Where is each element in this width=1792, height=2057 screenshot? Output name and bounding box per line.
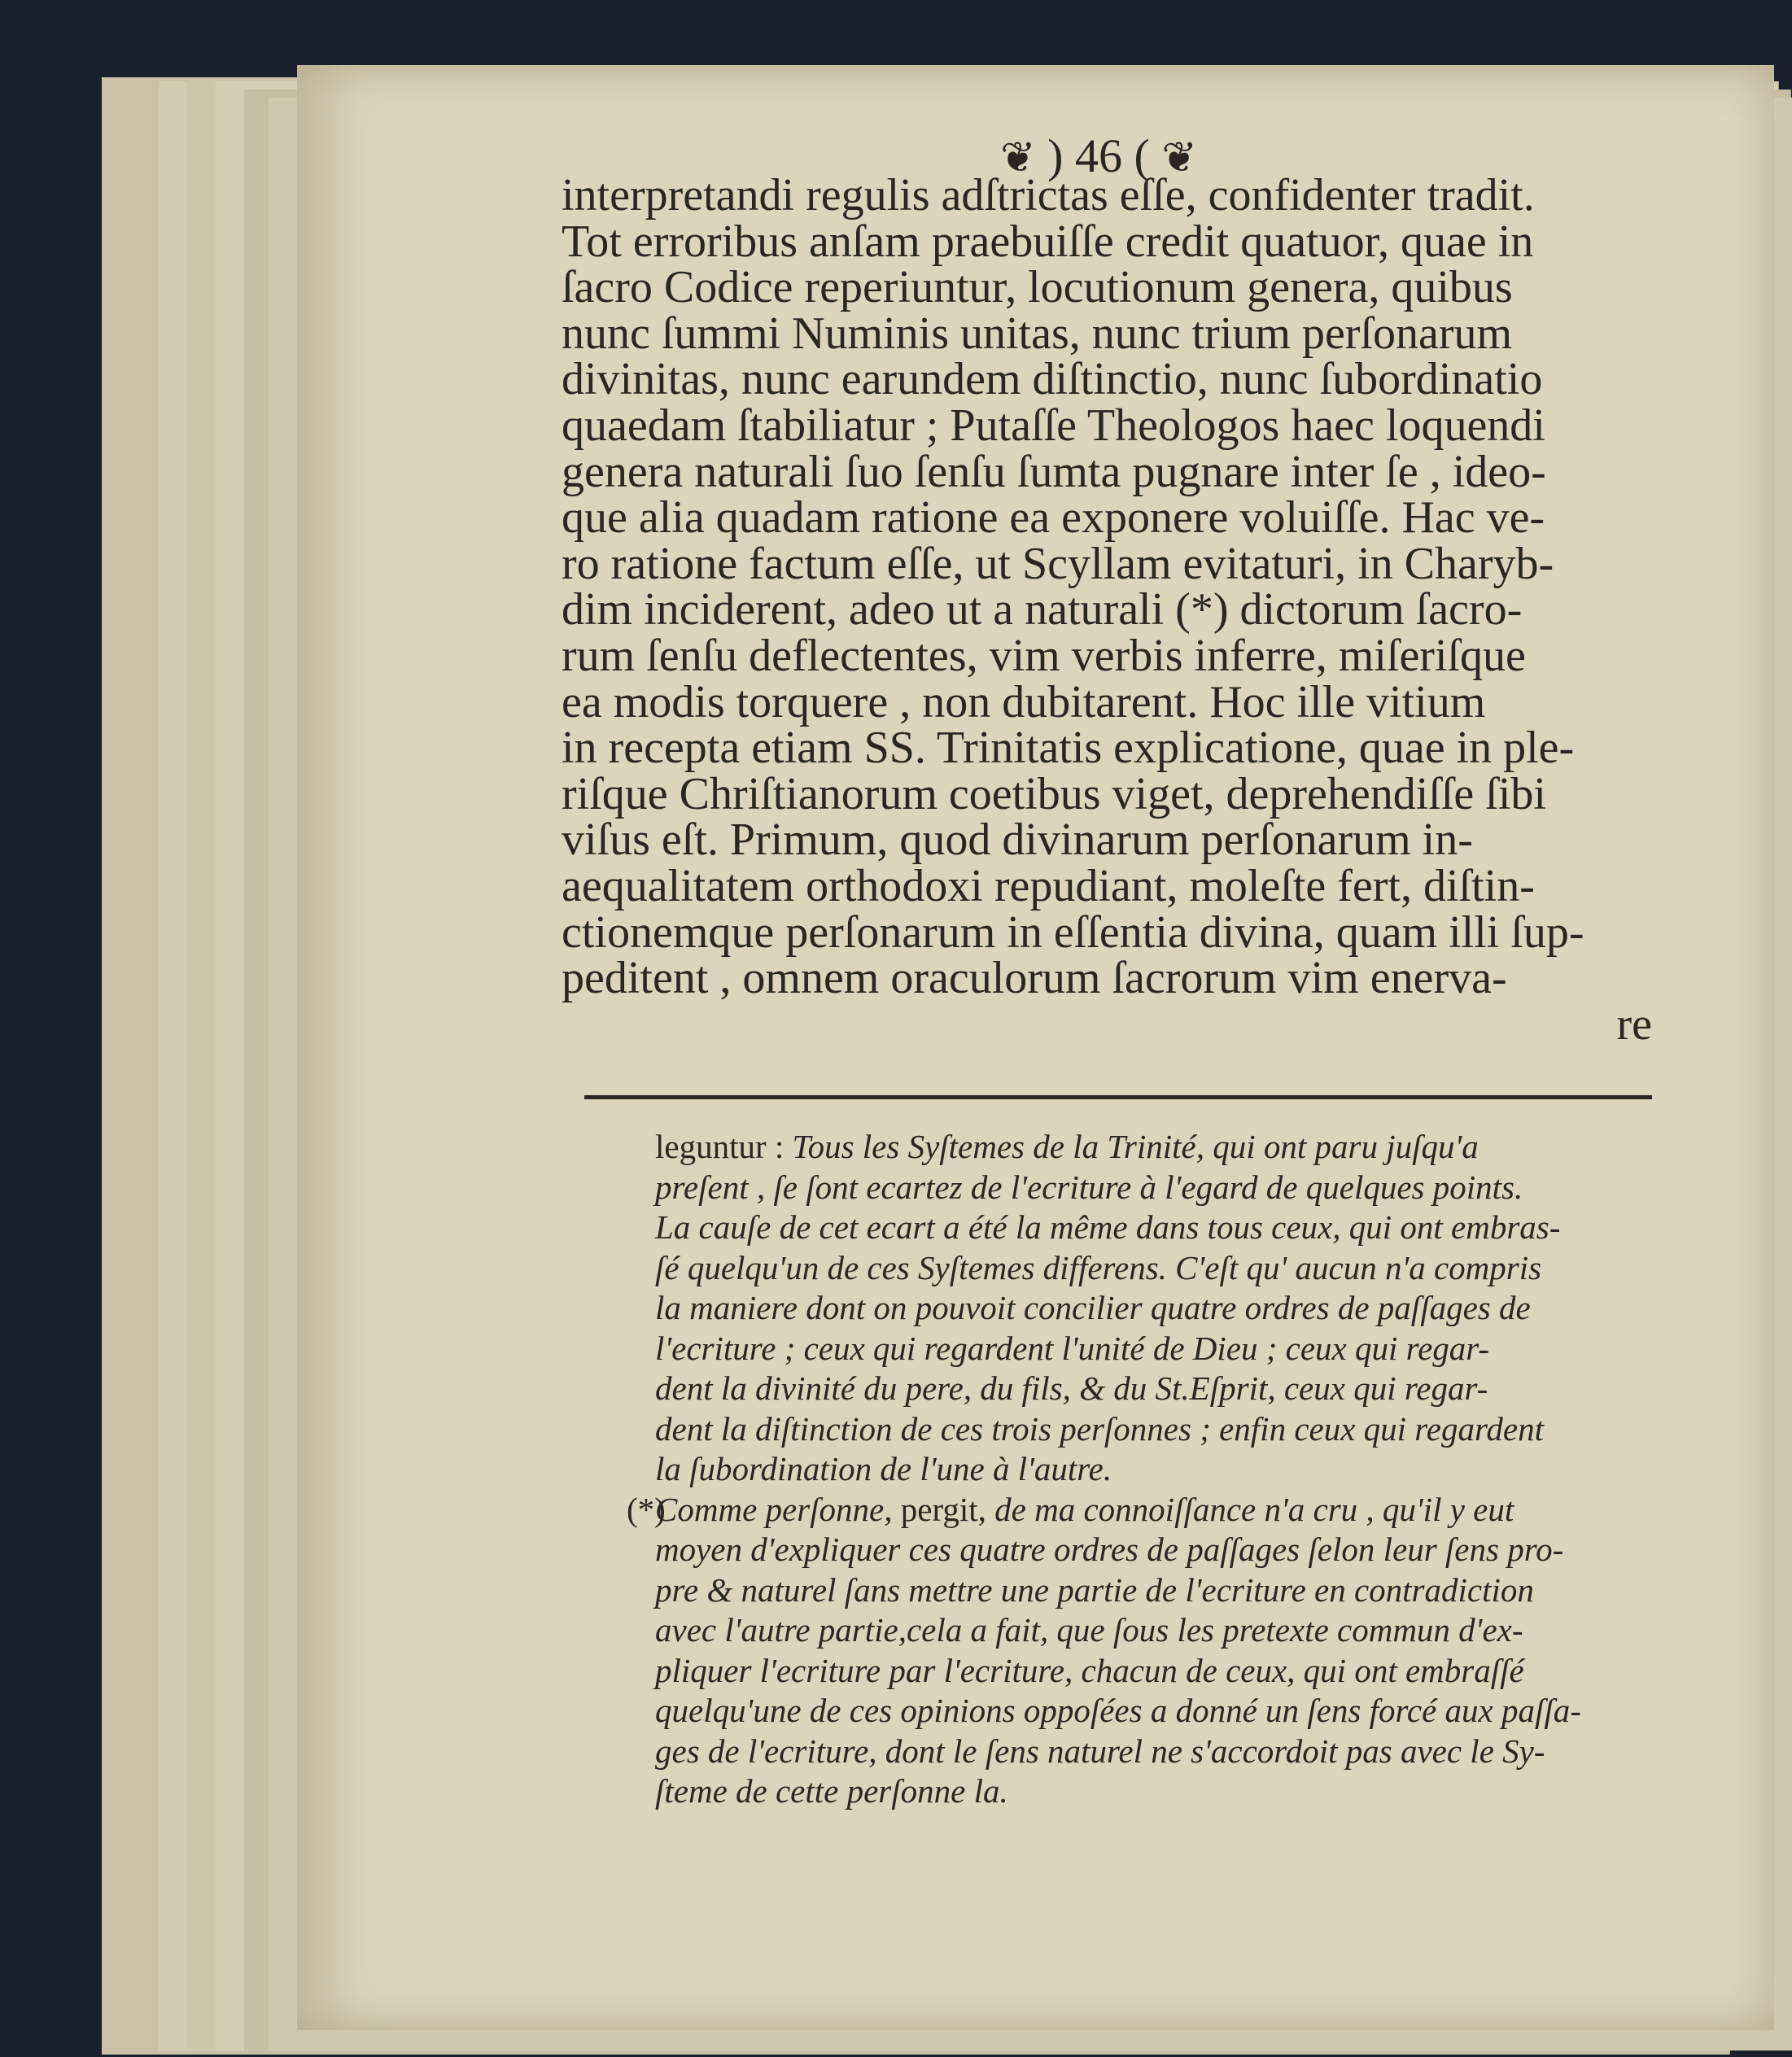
footnotes xyxy=(627,1127,1660,1812)
footnote-line: moyen d'expliquer ces quatre ordres de paſſages ſelon leur ſens pro- xyxy=(655,1531,1564,1568)
footnote-line: pre & naturel ſans mettre une partie de l'ecriture en contradiction xyxy=(655,1570,1534,1609)
text-line: quaedam ſtabiliatur ; Putaſſe Theologos haec loquendi xyxy=(562,400,1545,451)
footnote-line: la ſubordination de l'une à l'autre. xyxy=(655,1450,1112,1487)
footnote-line: l'ecriture ; ceux qui regardent l'unité de Dieu ; ceux qui regar- xyxy=(655,1329,1490,1367)
footnote-line: ſteme de cette perſonne la. xyxy=(655,1772,1008,1810)
footnote-lead-word: leguntur : xyxy=(655,1128,785,1165)
footnote-line: dent la divinité du pere, du fils, & du St.Eſprit, ceux qui regar- xyxy=(655,1369,1488,1407)
footnote-line xyxy=(627,1490,1660,1531)
footnote-line: preſent , ſe ſont ecartez de l'ecriture à l'egard de quelques points. xyxy=(655,1168,1523,1206)
text-line: peditent , omnem oraculorum ſacrorum vim enerva- xyxy=(562,953,1507,1004)
footnote-line: ges de l'ecriture, dont le ſens naturel ne s'accordoit pas avec le Sy- xyxy=(655,1732,1545,1770)
text-line: divinitas, nunc earundem diſtinctio, nunc ſubordinatio xyxy=(562,354,1543,405)
fleuron-right-icon: ❦ xyxy=(1161,135,1197,181)
footnote-line: La cauſe de cet ecart a été la même dans tous ceux, qui ont embras- xyxy=(655,1208,1561,1246)
footnote-text-b: pergit, xyxy=(900,1490,986,1528)
text-line: ro ratione factum eſſe, ut Scyllam evitaturi, in Charyb- xyxy=(562,538,1554,589)
text-line: ctionemque perſonarum in eſſentia divina, quam illi ſup- xyxy=(562,906,1584,958)
footnote-text-c: de ma connoiſſance n'a cru , qu'il y eut xyxy=(994,1490,1514,1528)
footnote-line: avec l'autre partie,cela a fait, que ſous les pretexte commun d'ex- xyxy=(655,1611,1523,1649)
fleuron-left-icon: ❦ xyxy=(1000,135,1036,181)
footnote-line: dent la diſtinction de ces trois perſonnes ; enfin ceux qui regardent xyxy=(655,1409,1544,1448)
text-line: Tot erroribus anſam praebuiſſe credit quatuor, quae in xyxy=(562,216,1534,267)
catchword: re xyxy=(1616,998,1652,1050)
text-line: interpretandi regulis adſtrictas eſſe, confidenter tradit. xyxy=(562,170,1535,221)
footnote-line: quelqu'une de ces opinions oppoſées a donné un ſens forcé aux paſſa- xyxy=(655,1692,1581,1729)
text-line: in recepta etiam SS. Trinitatis explicatione, quae in ple- xyxy=(562,723,1575,774)
text-line: viſus eſt. Primum, quod divinarum perſonarum in- xyxy=(562,815,1473,866)
text-line: ea modis torquere , non dubitarent. Hoc ille vitium xyxy=(562,676,1486,727)
footnote-marker: (*) xyxy=(627,1490,666,1528)
footnote-first-text: Tous les Syſtemes de la Trinité, qui ont paru juſqu'a xyxy=(792,1128,1479,1165)
footnote-rule xyxy=(584,1095,1652,1099)
text-line: que alia quadam ratione ea exponere voluiſſe. Hac ve- xyxy=(562,492,1545,544)
footnote-text-a: Comme perſonne, xyxy=(655,1490,893,1528)
footnote-line: pliquer l'ecriture par l'ecriture, chacun de ceux, qui ont embraſſé xyxy=(655,1651,1524,1689)
text-line: dim inciderent, adeo ut a naturali (*) dictorum ſacro- xyxy=(562,584,1523,635)
footnote-line: ſé quelqu'un de ces Syſtemes differens. C'eſt qu' aucun n'a compris xyxy=(655,1248,1542,1286)
main-text xyxy=(562,170,1652,1050)
text-line: riſque Chriſtianorum coetibus viget, deprehendiſſe ſibi xyxy=(562,768,1546,819)
text-line: nunc ſummi Numinis unitas, nunc trium perſonarum xyxy=(562,308,1513,359)
footnote-line: la maniere dont on pouvoit concilier quatre ordres de paſſages de xyxy=(655,1289,1531,1326)
text-line: rum ſenſu deflectentes, vim verbis inferre, miſeriſque xyxy=(562,630,1526,681)
text-line: ſacro Codice reperiuntur, locutionum genera, quibus xyxy=(562,262,1513,313)
text-line: genera naturali ſuo ſenſu ſumta pugnare inter ſe , ideo- xyxy=(562,446,1546,497)
page-number: ) 46 ( xyxy=(1047,129,1150,182)
text-line: aequalitatem orthodoxi repudiant, moleſte fert, diſtin- xyxy=(562,860,1535,911)
footnote-line xyxy=(655,1127,1660,1168)
